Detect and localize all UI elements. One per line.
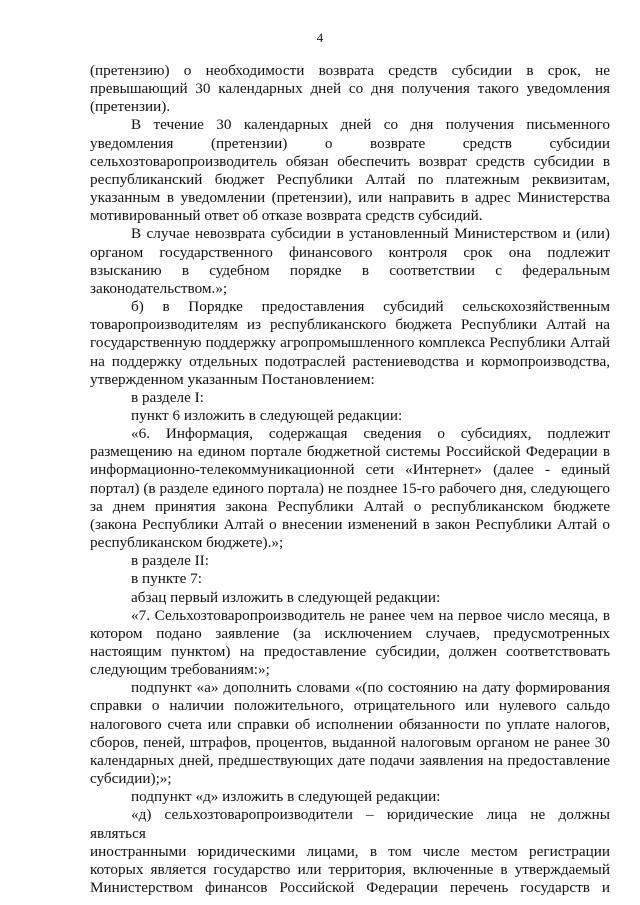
text-line: товаропроизводителям из республиканского бюджета Республики Алтай на xyxy=(90,316,610,334)
text-line: «7. Сельхозтоваропроизводитель не ранее чем на первое число месяца, в xyxy=(131,606,610,624)
text-line: республиканском бюджете).»; xyxy=(90,534,284,552)
text-line: абзац первый изложить в следующей редакции: xyxy=(131,588,441,606)
text-line: которых является государство или территория, включенные в утверждаемый xyxy=(90,860,610,878)
text-line: размещению на едином портале бюджетной системы Российской Федерации в xyxy=(90,443,610,461)
page-number: 4 xyxy=(316,30,324,45)
text-line: иностранными юридическими лицами, в том числе местом регистрации xyxy=(90,842,610,860)
text-line: Министерством финансов Российской Федерации перечень государств и xyxy=(90,879,610,897)
text-line: утвержденном указанным Постановлением: xyxy=(90,370,375,388)
text-line: указанным в уведомлении (претензии), или направить в адрес Министерства xyxy=(90,189,610,207)
document-body xyxy=(90,62,610,897)
paragraph xyxy=(90,62,610,116)
text-line: В течение 30 календарных дней со дня получения письменного xyxy=(131,116,610,134)
paragraph xyxy=(90,407,610,425)
text-line: (претензию) о необходимости возврата средств субсидии в срок, не xyxy=(90,62,610,79)
text-line: за днем принятия закона Республики Алтай о республиканском бюджете xyxy=(90,497,610,515)
paragraph xyxy=(90,225,610,298)
paragraph xyxy=(90,806,610,897)
text-line: на поддержку отдельных подотраслей растениеводства и кормопроизводства, xyxy=(90,352,610,370)
paragraph xyxy=(90,116,610,225)
text-line: подпункт «д» изложить в следующей редакции: xyxy=(131,788,441,806)
text-line: котором подано заявление (за исключением случаев, предусмотренных xyxy=(90,624,610,642)
text-line: В случае невозврата субсидии в установленный Министерством и (или) xyxy=(131,225,610,243)
text-line: субсидии);»; xyxy=(90,770,172,788)
text-line: настоящим пунктом) на предоставление субсидии, должен соответствовать xyxy=(90,643,610,660)
text-line: следующим требованиям:»; xyxy=(90,661,270,679)
text-line: подпункт «а» дополнить словами «(по состоянию на дату формирования xyxy=(131,679,610,697)
text-line: «6. Информация, содержащая сведения о субсидиях, подлежит xyxy=(131,425,610,443)
text-line: превышающий 30 календарных дней со дня получения такого уведомления xyxy=(90,80,610,98)
text-line: республиканский бюджет Республики Алтай по платежным реквизитам, xyxy=(90,170,610,188)
text-line: справки о наличии положительного, отрицательного или нулевого сальдо xyxy=(90,697,610,715)
text-line: сельхозтоваропроизводитель обязан обеспечить возврат средств субсидии в xyxy=(90,152,610,170)
text-line: сборов, пеней, штрафов, процентов, выданной налоговым органом не ранее 30 xyxy=(90,733,610,751)
text-line: (претензии). xyxy=(90,98,171,116)
text-line: в разделе II: xyxy=(131,552,209,570)
paragraph xyxy=(90,552,610,570)
paragraph xyxy=(90,679,610,788)
text-line: органом государственного финансового контроля срок она подлежит xyxy=(90,243,610,261)
paragraph xyxy=(90,425,610,552)
text-line: уведомления (претензии) о возврате средств субсидии xyxy=(90,134,610,152)
paragraph xyxy=(90,607,610,680)
text-line: налогового счета или справки об исполнении обязанности по уплате налогов, xyxy=(90,715,610,733)
text-line: в пункте 7: xyxy=(131,570,202,588)
paragraph xyxy=(90,298,610,389)
text-line: (закона Республики Алтай о внесении изменений в закон Республики Алтай о xyxy=(90,515,610,533)
text-line: законодательством.»; xyxy=(90,279,228,297)
text-line: портал) (в разделе единого портала) не позднее 15-го рабочего дня, следующего xyxy=(90,479,610,497)
paragraph xyxy=(90,589,610,607)
text-line: взысканию в судебном порядке в соответствии с федеральным xyxy=(90,261,610,279)
text-line: б) в Порядке предоставления субсидий сельскохозяйственным xyxy=(131,298,610,316)
paragraph xyxy=(90,788,610,806)
text-line: государственную поддержку агропромышленного комплекса Республики Алтай xyxy=(90,334,610,352)
paragraph xyxy=(90,570,610,588)
text-line: в разделе I: xyxy=(131,388,204,406)
text-line: информационно-телекоммуникационной сети «Интернет» (далее - единый xyxy=(90,461,610,479)
text-line: календарных дней, предшествующих дате подачи заявления на предоставление xyxy=(90,751,610,769)
text-line: мотивированный ответ об отказе возврата средств субсидий. xyxy=(90,207,483,225)
text-line: пункт 6 изложить в следующей редакции: xyxy=(131,406,403,424)
paragraph xyxy=(90,389,610,407)
text-line: «д) сельхозтоваропроизводители – юридические лица не должны являться xyxy=(90,806,610,842)
